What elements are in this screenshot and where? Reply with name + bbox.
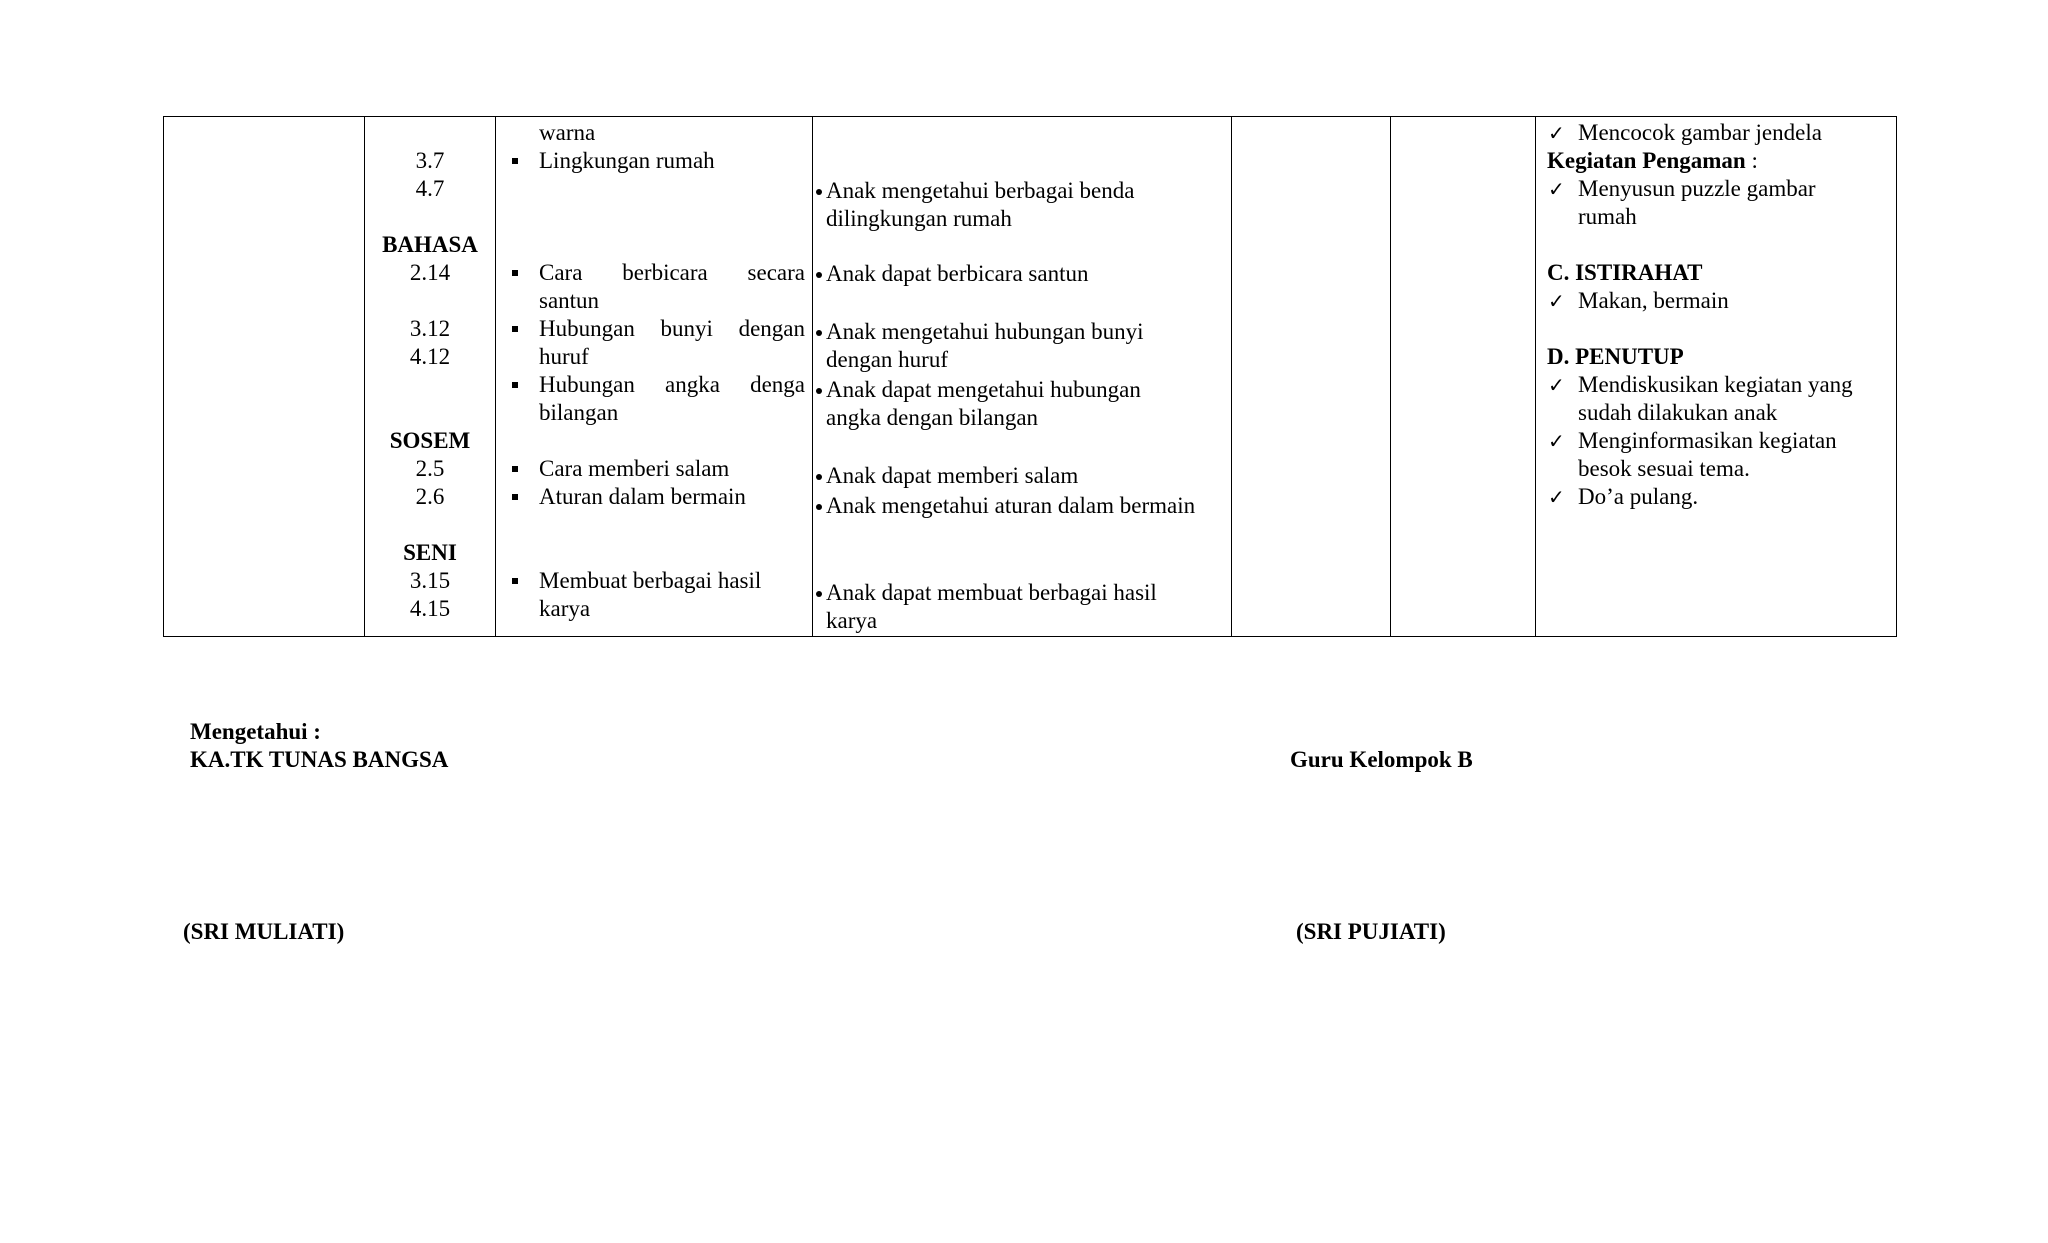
indicator-item: Anak dapat berbicara santun bbox=[826, 261, 1089, 286]
bullet-dot-icon bbox=[816, 474, 822, 480]
bullet-dot-icon bbox=[816, 272, 822, 278]
bullet-square-icon bbox=[512, 382, 518, 388]
indicator-item-cont: karya bbox=[826, 608, 878, 633]
bullet-square-icon bbox=[512, 270, 518, 276]
section-label-sosem: SOSEM bbox=[389, 428, 471, 453]
competency-codes-cell bbox=[365, 117, 496, 637]
bullet-dot-icon bbox=[816, 388, 822, 394]
word: Hubungan bbox=[539, 372, 635, 397]
checkmark-icon: ✓ bbox=[1548, 121, 1565, 145]
code: 3.7 bbox=[415, 148, 445, 173]
activity-item: Mendiskusikan kegiatan yang bbox=[1578, 372, 1853, 397]
indicator-item: Anak dapat memberi salam bbox=[826, 463, 1079, 488]
bullet-square-icon bbox=[512, 494, 518, 500]
activity-item-cont: sudah dilakukan anak bbox=[1578, 400, 1778, 425]
kepala-name: (SRI MULIATI) bbox=[183, 919, 345, 944]
kepala-title: KA.TK TUNAS BANGSA bbox=[190, 747, 449, 772]
table-row bbox=[164, 117, 1897, 637]
indicator-item: Anak mengetahui hubungan bunyi bbox=[826, 319, 1144, 344]
material-item: Cara memberi salam bbox=[539, 456, 730, 481]
checkmark-icon: ✓ bbox=[1548, 289, 1565, 313]
material-item: Aturan dalam bermain bbox=[539, 484, 746, 509]
material-item: Membuat berbagai hasil bbox=[539, 568, 762, 593]
checkmark-icon: ✓ bbox=[1548, 485, 1565, 509]
code: 3.12 bbox=[409, 316, 451, 341]
column-1-cell bbox=[164, 117, 365, 637]
material-item-cont: huruf bbox=[539, 344, 589, 369]
activities-cell bbox=[1536, 117, 1897, 637]
bullet-dot-icon bbox=[816, 591, 822, 597]
indicator-item-cont: dilingkungan rumah bbox=[826, 206, 1012, 231]
code: 4.12 bbox=[409, 344, 451, 369]
indicator-item-cont: angka dengan bilangan bbox=[826, 405, 1039, 430]
bullet-square-icon bbox=[512, 158, 518, 164]
material-item bbox=[539, 259, 805, 287]
code: 2.6 bbox=[415, 484, 445, 509]
materials-cell bbox=[496, 117, 813, 637]
indicator-item: Anak mengetahui aturan dalam bermain bbox=[826, 493, 1196, 518]
activity-item: Menginformasikan kegiatan bbox=[1578, 428, 1837, 453]
activity-item: Mencocok gambar jendela bbox=[1578, 120, 1822, 145]
word: bunyi bbox=[660, 316, 713, 341]
activity-item: Do’a pulang. bbox=[1578, 484, 1699, 509]
bullet-dot-icon bbox=[816, 504, 822, 510]
word: dengan bbox=[738, 316, 805, 341]
bullet-dot-icon bbox=[816, 189, 822, 195]
column-6-cell bbox=[1391, 117, 1536, 637]
indicator-item-cont: dengan huruf bbox=[826, 347, 948, 372]
indicator-item: Anak dapat mengetahui hubungan bbox=[826, 377, 1141, 402]
section-label-seni: SENI bbox=[403, 540, 457, 565]
word: secara bbox=[747, 260, 805, 285]
guru-title: Guru Kelompok B bbox=[1290, 747, 1473, 772]
activity-item: Menyusun puzzle gambar bbox=[1578, 176, 1816, 201]
section-heading-penutup: D. PENUTUP bbox=[1547, 344, 1684, 369]
activity-item-cont: rumah bbox=[1578, 204, 1637, 229]
material-item bbox=[539, 371, 805, 399]
checkmark-icon: ✓ bbox=[1548, 177, 1565, 201]
guru-name: (SRI PUJIATI) bbox=[1296, 919, 1446, 944]
kegiatan-pengaman-heading: Kegiatan Pengaman bbox=[1547, 148, 1746, 173]
mengetahui-label: Mengetahui : bbox=[190, 719, 321, 744]
checkmark-icon: ✓ bbox=[1548, 373, 1565, 397]
indicators-cell bbox=[813, 117, 1232, 637]
indicator-item: Anak dapat membuat berbagai hasil bbox=[826, 580, 1157, 605]
indicator-item: Anak mengetahui berbagai benda bbox=[826, 178, 1135, 203]
column-5-cell bbox=[1232, 117, 1391, 637]
word: Hubungan bbox=[539, 316, 635, 341]
activity-item-cont: besok sesuai tema. bbox=[1578, 456, 1750, 481]
section-heading-istirahat: C. ISTIRAHAT bbox=[1547, 260, 1703, 285]
code: 4.7 bbox=[415, 176, 445, 201]
bullet-dot-icon bbox=[816, 330, 822, 336]
material-item-cont: bilangan bbox=[539, 400, 619, 425]
material-text: warna bbox=[539, 120, 596, 145]
bullet-square-icon bbox=[512, 466, 518, 472]
material-item-cont: karya bbox=[539, 596, 591, 621]
section-label-bahasa: BAHASA bbox=[382, 232, 478, 257]
code: 3.15 bbox=[409, 568, 451, 593]
code: 4.15 bbox=[409, 596, 451, 621]
activity-heading bbox=[1547, 147, 1758, 175]
code: 2.5 bbox=[415, 456, 445, 481]
activity-item: Makan, bermain bbox=[1578, 288, 1729, 313]
bullet-square-icon bbox=[512, 578, 518, 584]
bullet-square-icon bbox=[512, 326, 518, 332]
material-item: Lingkungan rumah bbox=[539, 148, 715, 173]
checkmark-icon: ✓ bbox=[1548, 429, 1565, 453]
word: denga bbox=[750, 372, 805, 397]
word: Cara bbox=[539, 260, 583, 285]
code: 2.14 bbox=[409, 260, 451, 285]
word: angka bbox=[664, 372, 720, 397]
word: berbicara bbox=[622, 260, 708, 285]
material-item-cont: santun bbox=[539, 288, 600, 313]
heading-colon: : bbox=[1745, 148, 1758, 173]
material-item bbox=[539, 315, 805, 343]
lesson-plan-table bbox=[163, 116, 1897, 637]
